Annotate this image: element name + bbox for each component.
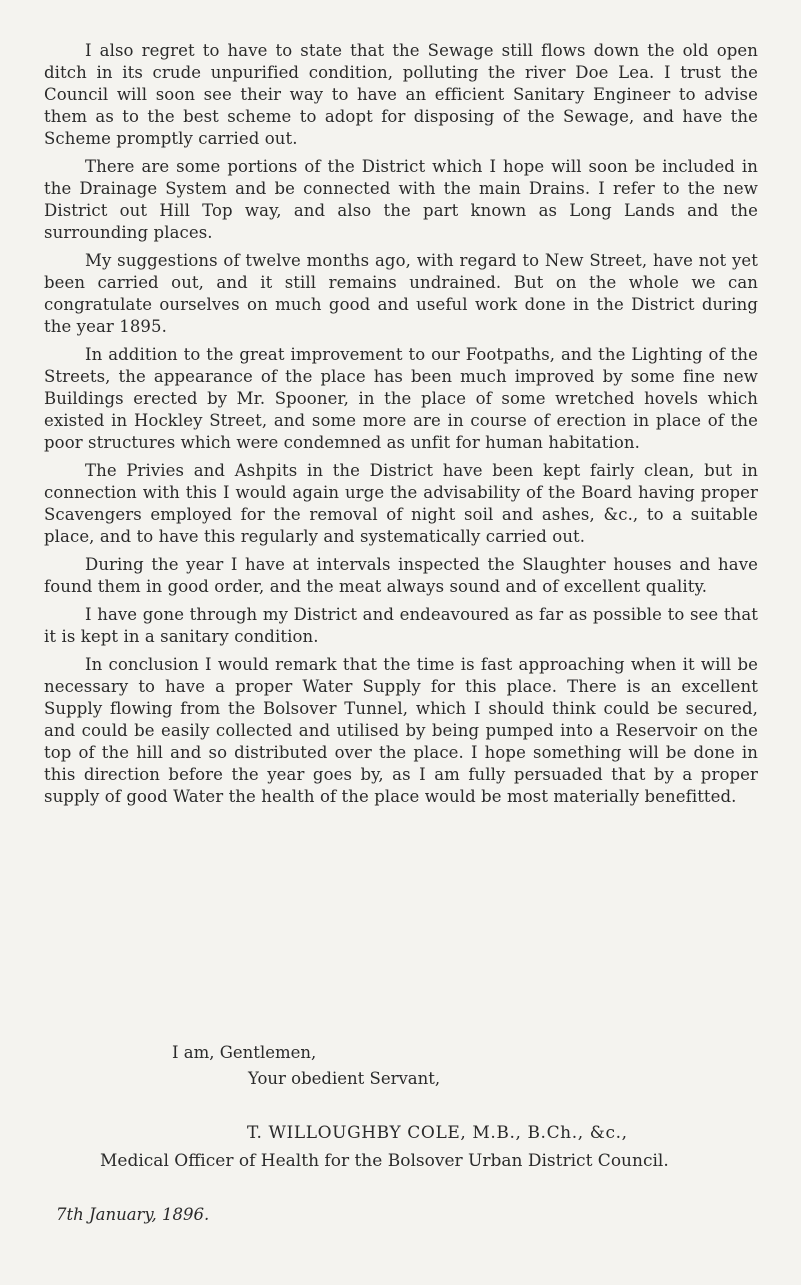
signature: T. WILLOUGHBY COLE, M.B., B.Ch., &c.,: [247, 1123, 628, 1143]
closing-salutation: I am, Gentlemen,: [172, 1043, 317, 1062]
closing-servant: Your obedient Servant,: [248, 1069, 441, 1088]
paragraph-new-street: My suggestions of twelve months ago, with regard to New Street, have not yet been carried out, and it still remains undrained. But on the whole we can congratulate ourselves on much good and useful work done in the District during the year 1895.: [44, 251, 758, 336]
paragraph-drainage: There are some portions of the District which I hope will soon be included in the Drainage System and be connected with the main Drains. I refer to the new District out Hill Top way, and also the part known as Long Lands and the surrounding places.: [44, 157, 758, 242]
paragraph-sewage: I also regret to have to state that the Sewage still flows down the old open ditch in its crude unpurified condition, polluting the river Doe Lea. I trust the Council will soon see their way to have an efficient Sanitary Engineer to advise them as to the best scheme to adopt for disposing of the Sewage, and have the Scheme promptly carried out.: [44, 41, 758, 148]
letter-page: [44, 40, 758, 1224]
paragraph-slaughter-houses: During the year I have at intervals inspected the Slaughter houses and have found them in good order, and the meat always sound and of excellent quality.: [44, 555, 758, 596]
letter-date: 7th January, 1896.: [56, 1205, 210, 1224]
paragraph-privies: The Privies and Ashpits in the District have been kept fairly clean, but in connection with this I would again urge the advisability of the Board having proper Scavengers employed for the removal of night soil and ashes, &c., to a suitable place, and to have this regularly and systematically carried out.: [44, 461, 758, 546]
designation: Medical Officer of Health for the Bolsover Urban District Council.: [100, 1151, 669, 1171]
paragraph-sanitary-condition: I have gone through my District and endeavoured as far as possible to see that it is kept in a sanitary condition.: [44, 605, 758, 646]
paragraph-water-supply: In conclusion I would remark that the time is fast approaching when it will be necessary to have a proper Water Supply for this place. There is an excellent Supply flowing from the Bolsover Tunnel, which I should think could be secured, and could be easily collected and utilised by being pumped into a Reservoir on the top of the hill and so distributed over the place. I hope something will be done in this direction before the year goes by, as I am fully persuaded that by a proper supply of good Water the health of the place would be most materially benefitted.: [44, 655, 758, 806]
paragraph-improvements: In addition to the great improvement to our Footpaths, and the Lighting of the Streets, the appearance of the place has been much improved by some fine new Buildings erected by Mr. Spooner, in the place of some wretched hovels which existed in Hockley Street, and some more are in course of erection in place of the poor structures which were condemned as unfit for human habitation.: [44, 345, 758, 452]
